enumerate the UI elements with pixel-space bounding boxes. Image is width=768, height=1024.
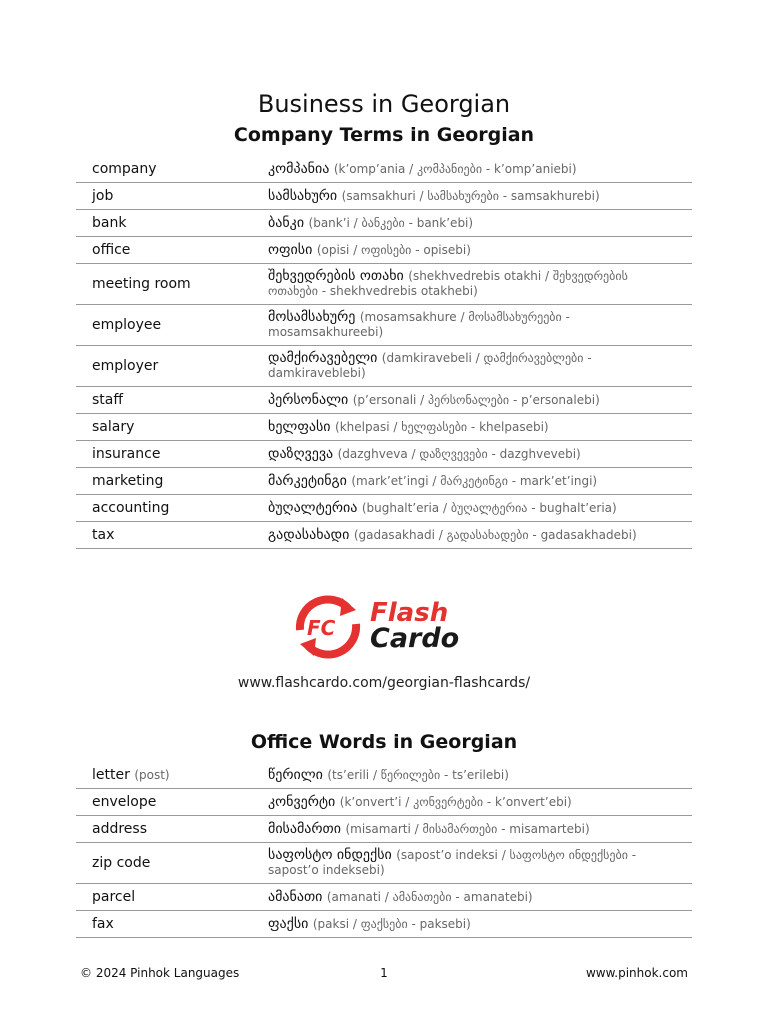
- vocab-row: [76, 264, 692, 305]
- georgian-translation-cell: [268, 441, 692, 468]
- english-word-cell: [76, 414, 268, 441]
- english-word: marketing: [92, 473, 164, 489]
- english-word-cell: [76, 210, 268, 237]
- georgian-word: შეხვედრების ოთახი: [268, 268, 404, 284]
- vocab-row: [76, 210, 692, 237]
- english-word-note: (post): [134, 768, 170, 782]
- english-word-cell: [76, 884, 268, 911]
- vocab-row: [76, 183, 692, 210]
- transliteration-plural: (mosamsakhure / მოსამსახურეები - mosamsakhureebi): [268, 310, 570, 339]
- georgian-translation-cell: [268, 210, 692, 237]
- english-word-cell: [76, 387, 268, 414]
- vocab-row: [76, 387, 692, 414]
- logo-mark-text: FC: [307, 616, 336, 640]
- transliteration-plural: (bughalt’eria / ბუღალტერია - bughalt’eria): [361, 500, 617, 515]
- georgian-word: ბუღალტერია: [268, 499, 358, 516]
- logo-flash-text: Flash: [370, 598, 449, 628]
- georgian-word: კონვერტი: [268, 793, 336, 810]
- georgian-translation-cell: [268, 414, 692, 441]
- vocab-row: [76, 495, 692, 522]
- georgian-word: მისამართი: [268, 820, 342, 837]
- office-words-table: [76, 762, 692, 938]
- footer-copyright: © 2024 Pinhok Languages: [80, 966, 240, 980]
- georgian-word: პერსონალი: [268, 391, 349, 408]
- english-word: salary: [92, 419, 135, 435]
- english-word: zip code: [92, 855, 151, 871]
- logo-cardo-text: Cardo: [370, 623, 460, 654]
- english-word: bank: [92, 215, 127, 231]
- page-title: Business in Georgian: [257, 90, 511, 119]
- english-word: address: [92, 821, 148, 837]
- georgian-word: სამსახური: [268, 187, 338, 204]
- english-word-cell: [76, 911, 268, 938]
- english-word-cell: [76, 789, 268, 816]
- georgian-translation-cell: [268, 522, 692, 549]
- vocab-row: [76, 468, 692, 495]
- georgian-translation-cell: [268, 843, 692, 884]
- georgian-word: წერილი: [268, 766, 323, 783]
- english-word: fax: [92, 916, 114, 932]
- english-word: envelope: [92, 794, 157, 810]
- english-word-cell: [76, 156, 268, 183]
- vocab-row: [76, 884, 692, 911]
- georgian-word: გადასახადი: [268, 526, 350, 543]
- georgian-translation-cell: [268, 387, 692, 414]
- vocab-row: [76, 522, 692, 549]
- georgian-translation-cell: [268, 762, 692, 789]
- georgian-word: ბანკი: [268, 214, 305, 231]
- english-word-cell: [76, 305, 268, 346]
- footer-page-number: 1: [380, 966, 388, 980]
- georgian-word: კომპანია: [268, 160, 330, 177]
- section-heading-company: Company Terms in Georgian: [233, 124, 535, 146]
- english-word: tax: [92, 527, 115, 543]
- english-word-cell: [76, 522, 268, 549]
- english-word-cell: [76, 441, 268, 468]
- transliteration-plural: (samsakhuri / სამსახურები - samsakhurebi): [341, 188, 600, 203]
- vocab-row: [76, 762, 692, 789]
- section-heading-office: Office Words in Georgian: [250, 731, 518, 753]
- georgian-word: მოსამსახურე: [268, 309, 356, 325]
- georgian-translation-cell: [268, 156, 692, 183]
- english-word: employee: [92, 317, 162, 333]
- english-word-cell: [76, 495, 268, 522]
- georgian-word: დამქირავებელი: [268, 350, 378, 366]
- georgian-word: ამანათი: [268, 888, 323, 905]
- english-word: parcel: [92, 889, 136, 905]
- vocab-row: [76, 237, 692, 264]
- vocab-row: [76, 789, 692, 816]
- transliteration-plural: (opisi / ოფისები - opisebi): [316, 242, 471, 257]
- georgian-word: მარკეტინგი: [268, 472, 347, 489]
- english-word: insurance: [92, 446, 161, 462]
- english-word-cell: [76, 816, 268, 843]
- georgian-translation-cell: [268, 305, 692, 346]
- transliteration-plural: (mark’et’ingi / მარკეტინგი - mark’et’ingi): [351, 473, 598, 488]
- english-word: employer: [92, 358, 159, 374]
- english-word: job: [92, 188, 114, 204]
- flashcardo-logo: [290, 592, 480, 662]
- transliteration-plural: (ts’erili / წერილები - ts’erilebi): [327, 767, 509, 782]
- transliteration-plural: (khelpasi / ხელფასები - khelpasebi): [335, 419, 549, 434]
- vocab-row: [76, 305, 692, 346]
- transliteration-plural: (p’ersonali / პერსონალები - p’ersonalebi): [352, 392, 600, 407]
- english-word-cell: [76, 468, 268, 495]
- transliteration-plural: (k’omp’ania / კომპანიები - k’omp’aniebi): [333, 161, 577, 176]
- english-word-cell: [76, 183, 268, 210]
- georgian-translation-cell: [268, 264, 692, 305]
- transliteration-plural: (misamarti / მისამართები - misamartebi): [345, 821, 590, 836]
- company-terms-table: [76, 156, 692, 549]
- vocab-row: [76, 414, 692, 441]
- transliteration-plural: (paksi / ფაქსები - paksebi): [312, 916, 471, 931]
- flashcardo-link[interactable]: www.flashcardo.com/georgian-flashcards/: [237, 675, 531, 691]
- vocab-row: [76, 816, 692, 843]
- vocab-row: [76, 156, 692, 183]
- vocab-row: [76, 346, 692, 387]
- flashcardo-logo-icon: [290, 592, 366, 662]
- georgian-word: საფოსტო ინდექსი: [268, 847, 392, 863]
- georgian-translation-cell: [268, 884, 692, 911]
- english-word: staff: [92, 392, 124, 408]
- english-word-cell: [76, 843, 268, 884]
- english-word: letter: [92, 767, 130, 783]
- transliteration-plural: (dazghveva / დაზღვევები - dazghvevebi): [337, 446, 581, 461]
- transliteration-plural: (shekhvedrebis otakhi / შეხვედრების ოთახები - shekhvedrebis otakhebi): [268, 269, 628, 298]
- english-word: company: [92, 161, 157, 177]
- transliteration-plural: (damkiravebeli / დამქირავებლები - damkiraveblebi): [268, 351, 592, 380]
- georgian-translation-cell: [268, 237, 692, 264]
- english-word-cell: [76, 264, 268, 305]
- vocab-row: [76, 441, 692, 468]
- vocab-row: [76, 843, 692, 884]
- footer-site-link[interactable]: www.pinhok.com: [585, 966, 688, 980]
- georgian-translation-cell: [268, 183, 692, 210]
- english-word: office: [92, 242, 131, 258]
- georgian-translation-cell: [268, 816, 692, 843]
- transliteration-plural: (amanati / ამანათები - amanatebi): [326, 889, 533, 904]
- english-word-cell: [76, 346, 268, 387]
- georgian-translation-cell: [268, 346, 692, 387]
- transliteration-plural: (k’onvert’i / კონვერტები - k’onvert’ebi): [339, 794, 572, 809]
- georgian-word: დაზღვევა: [268, 445, 334, 462]
- georgian-translation-cell: [268, 468, 692, 495]
- georgian-translation-cell: [268, 911, 692, 938]
- georgian-word: ხელფასი: [268, 418, 331, 435]
- georgian-translation-cell: [268, 789, 692, 816]
- english-word: accounting: [92, 500, 170, 516]
- english-word-cell: [76, 762, 268, 789]
- transliteration-plural: (gadasakhadi / გადასახადები - gadasakhadebi): [353, 527, 637, 542]
- transliteration-plural: (sapost’o indeksi / საფოსტო ინდექსები - sapost’o indeksebi): [268, 848, 637, 877]
- transliteration-plural: (bank’i / ბანკები - bank’ebi): [308, 215, 474, 230]
- english-word: meeting room: [92, 276, 191, 292]
- georgian-translation-cell: [268, 495, 692, 522]
- english-word-cell: [76, 237, 268, 264]
- vocab-row: [76, 911, 692, 938]
- georgian-word: ოფისი: [268, 241, 313, 258]
- georgian-word: ფაქსი: [268, 915, 309, 932]
